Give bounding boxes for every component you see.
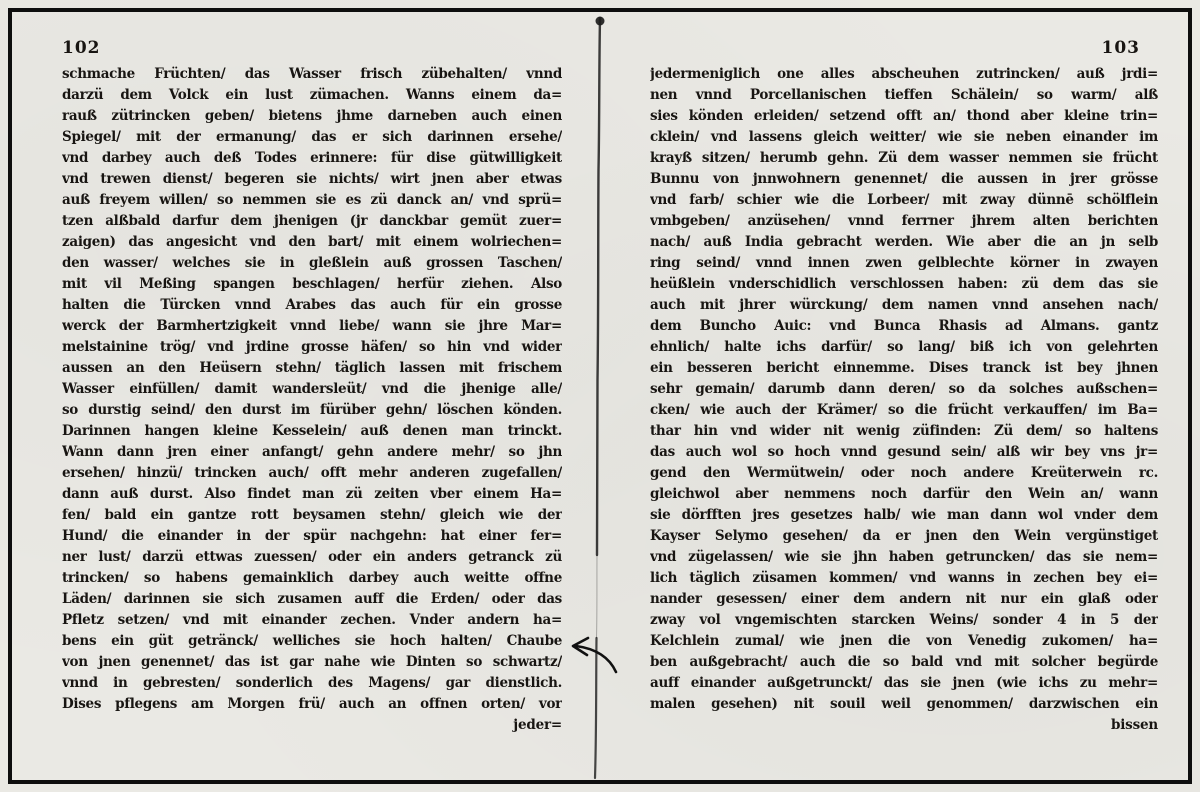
text-block-right: [650, 64, 1158, 715]
text-line: nander gesessen/ einer dem andern nit nur ein glaß oder: [650, 591, 1158, 607]
text-line: auff einander außgetrunckt/ das sie jnen (wie ichs zu mehr=: [650, 675, 1158, 691]
text-line: sies könden erleiden/ setzend offt an/ thond aber kleine trin=: [650, 108, 1158, 124]
text-line: Bunnu von jnnwohnern genennet/ die aussen in jrer grösse: [650, 171, 1158, 187]
catchword-left: jeder=: [513, 717, 562, 733]
text-line: Spiegel/ mit der ermanung/ das er sich darinnen ersehe/: [62, 129, 562, 145]
text-line: ben außgebracht/ auch die so bald vnd mit solcher begürde: [650, 654, 1158, 670]
text-line: werck der Barmhertzigkeit vnnd liebe/ wann sie jhre Mar=: [62, 318, 562, 334]
text-line: Wann dann jren einer anfangt/ gehn andere mehr/ so jhn: [62, 444, 562, 460]
text-line: malen gesehen) nit souil weil genommen/ darzwischen ein: [650, 696, 1158, 712]
text-line: nach/ auß India gebracht werden. Wie aber die an jn selb: [650, 234, 1158, 250]
text-line: so durstig seind/ den durst im fürüber gehn/ löschen könden.: [62, 402, 562, 418]
text-line: thar hin vnd wider nit wenig züfinden: Zü dem/ so haltens: [650, 423, 1158, 439]
text-line: den wasser/ welches sie in gleßlein auß grossen Taschen/: [62, 255, 562, 271]
text-line: aussen an den Heüsern stehn/ täglich lassen mit frischem: [62, 360, 562, 376]
text-line: dann auß durst. Also findet man zü zeiten vber einem Ha=: [62, 486, 562, 502]
text-line: vmbgeben/ anzüsehen/ vnnd ferrner jhrem alten berichten: [650, 213, 1158, 229]
text-line: ein besseren bericht einnemme. Dises tranck ist bey jhnen: [650, 360, 1158, 376]
text-line: auß freyem willen/ so nemmen sie es zü danck an/ vnd sprü=: [62, 192, 562, 208]
text-line: vnd darbey auch deß Todes erinnere: für dise gütwilligkeit: [62, 150, 562, 166]
text-line: cken/ wie auch der Krämer/ so die frücht verkauffen/ im Ba=: [650, 402, 1158, 418]
text-line: auch mit jhrer würckung/ dem namen vnnd ansehen nach/: [650, 297, 1158, 313]
text-line: Kelchlein zumal/ wie jnen die von Venedig zukomen/ ha=: [650, 633, 1158, 649]
text-line: das auch wol so hoch vnnd gesund sein/ alß wir bey vns jr=: [650, 444, 1158, 460]
text-line: Kayser Selymo gesehen/ da er jnen den Wein vergünstiget: [650, 528, 1158, 544]
catchword-right: bissen: [1111, 717, 1158, 733]
text-line: heüßlein vnderschidlich verschlossen haben: zü dem das sie: [650, 276, 1158, 292]
text-line: zway vol vngemischten starcken Weins/ sonder 4 in 5 der: [650, 612, 1158, 628]
page-right: [650, 36, 1158, 736]
text-line: lich täglich züsamen kommen/ vnd wanns in zechen bey ei=: [650, 570, 1158, 586]
text-line: jedermeniglich one alles abscheuhen zutrincken/ auß jrdi=: [650, 66, 1158, 82]
text-line: trincken/ so habens gemainklich darbey auch weitte offne: [62, 570, 562, 586]
text-line: gleichwol aber nemmens noch darfür den Wein an/ wann: [650, 486, 1158, 502]
text-line: vnd zügelassen/ wie sie jhn haben getruncken/ das sie nem=: [650, 549, 1158, 565]
text-line: dem Buncho Auic: vnd Bunca Rhasis ad Almans. gantz: [650, 318, 1158, 334]
text-line: melstainine trög/ vnd jrdine grosse häfen/ so hin vnd wider: [62, 339, 562, 355]
text-line: Pfletz setzen/ vnd mit einander zechen. Vnder andern ha=: [62, 612, 562, 628]
text-line: vnnd in gebresten/ sonderlich des Magens/ gar dienstlich.: [62, 675, 562, 691]
text-line: Läden/ darinnen sie sich zusamen auff die Erden/ oder das: [62, 591, 562, 607]
text-line: vnd farb/ schier wie die Lorbeer/ mit zway dünnē schölflein: [650, 192, 1158, 208]
text-line: von jnen genennet/ das ist gar nahe wie Dinten so schwartz/: [62, 654, 562, 670]
text-line: nen vnnd Porcellanischen tieffen Schälein/ so warm/ alß: [650, 87, 1158, 103]
page-number-right: 103: [1101, 38, 1140, 58]
text-line: ring seind/ vnnd innen zwen gelblechte körner in zwayen: [650, 255, 1158, 271]
text-line: Wasser einfüllen/ damit wandersleüt/ vnd die jhenige alle/: [62, 381, 562, 397]
text-line: darzü dem Volck ein lust zümachen. Wanns einem da=: [62, 87, 562, 103]
text-line: zaigen) das angesicht vnd den bart/ mit einem wolriechen=: [62, 234, 562, 250]
text-line: cklein/ vnd lassens gleich weitter/ wie sie neben einander im: [650, 129, 1158, 145]
text-line: rauß zütrincken geben/ bietens jhme darneben auch einen: [62, 108, 562, 124]
page-number-left: 102: [62, 38, 101, 58]
text-line: vnd trewen dienst/ begeren sie nichts/ wirt jnen aber etwas: [62, 171, 562, 187]
text-line: ner lust/ darzü ettwas zuessen/ oder ein anders getranck zü: [62, 549, 562, 565]
text-line: gend den Wermütwein/ oder noch andere Kreüterwein rc.: [650, 465, 1158, 481]
page-left: [62, 36, 562, 736]
text-line: sie dörfften jres gesetzes halb/ wie man dann wol vnder dem: [650, 507, 1158, 523]
text-line: Darinnen hangen kleine Kesselein/ auß denen man trinckt.: [62, 423, 562, 439]
text-line: sehr gemain/ darumb dann deren/ so da solches außschen=: [650, 381, 1158, 397]
text-line: Dises pflegens am Morgen frü/ auch an offnen orten/ vor: [62, 696, 562, 712]
text-line: fen/ bald ein gantze rott beysamen stehn/ gleich wie der: [62, 507, 562, 523]
text-line: bens ein güt getränck/ welliches sie hoch halten/ Chaube: [62, 633, 562, 649]
text-line: krayß sitzen/ herumb gehn. Zü dem wasser nemmen sie frücht: [650, 150, 1158, 166]
text-line: halten die Türcken vnnd Arabes das auch für ein grosse: [62, 297, 562, 313]
text-line: mit vil Meßing spangen beschlagen/ herfür ziehen. Also: [62, 276, 562, 292]
text-line: ehnlich/ halte ichs darfür/ so lang/ biß ich von gelehrten: [650, 339, 1158, 355]
text-block-left: [62, 64, 562, 715]
text-line: ersehen/ hinzü/ trincken auch/ offt mehr anderen zugefallen/: [62, 465, 562, 481]
text-line: schmache Früchten/ das Wasser frisch zübehalten/ vnnd: [62, 66, 562, 82]
text-line: tzen alßbald darfur dem jhenigen (jr danckbar gemüt zuer=: [62, 213, 562, 229]
text-line: Hund/ die einander in der spür nachgehn: hat einer fer=: [62, 528, 562, 544]
